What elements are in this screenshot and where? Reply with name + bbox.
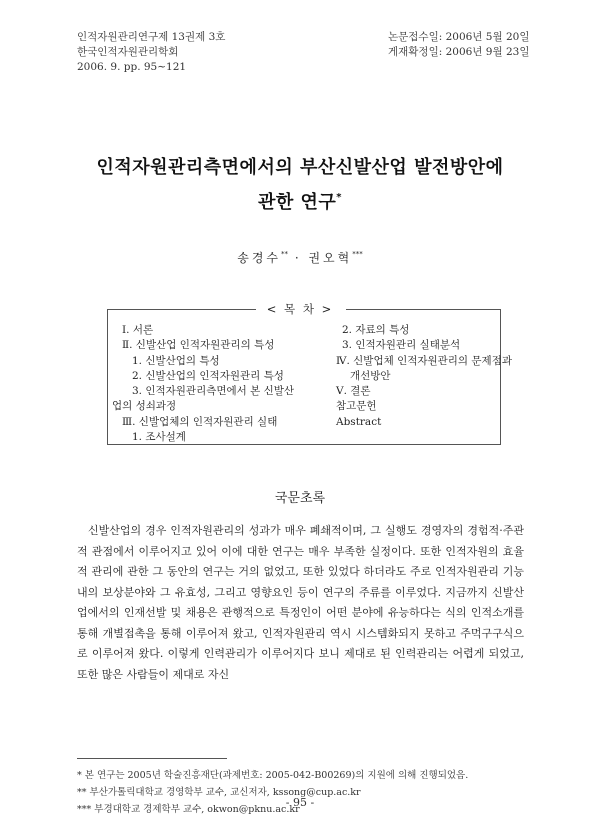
- title-footnote-mark: *: [336, 192, 343, 203]
- accepted-date: 게재확정일: 2006년 9월 23일: [388, 46, 530, 58]
- journal-volume: 인적자원관리연구제 13권제 3호: [77, 31, 226, 43]
- author-name-2: 권오혁: [308, 251, 353, 265]
- toc-item: 1. 신발산업의 특성: [132, 354, 220, 367]
- toc-item: 개선방안: [350, 369, 391, 382]
- toc-item: Ⅲ. 신발업체의 인적자원관리 실태: [122, 415, 278, 428]
- author-line: [0, 249, 600, 266]
- footnote-funding: * 본 연구는 2005년 학술진흥재단(과제번호: 2005-042-B00269)의 지원에 의해 진행되었음.: [77, 770, 469, 781]
- toc-item: 참고문헌: [336, 400, 377, 413]
- author-separator: ·: [288, 251, 309, 265]
- toc-heading: < 목 차 >: [266, 302, 334, 316]
- author-mark-2: ***: [352, 250, 363, 258]
- abstract-paragraph: 신발산업의 경우 인적자원관리의 성과가 매우 폐쇄적이며, 그 실행도 경영자의 경험적·주관적 관점에서 이루어지고 있어 이에 대한 연구는 매우 부족한 실정이다. 또한 인적자원의 효율적 관리에 관한 그 동안의 연구는 거의 없었고, 또한 있었다 하더라도 주로 인적자원관리 기능 내의 보상분야와 그 유효성, 그리고 영향요인 등이 연구의 주류를 이루었다. 지금까지 신발산업에서의 인재선발 및 채용은 관행적으로 특정인이 어떤 분야에 유능하다는 식의 인적소개를 통해 개별접촉을 통해 이루어져 왔고, 인적자원관리 역시 시스템화되지 못하고 주먹구구식으로 이루어져 왔다. 이렇게 인력관리가 이루어지다 보니 제대로 된 인력관리는 어렵게 되었고, 또한 많은 사람들이 제대로 자신: [77, 524, 524, 681]
- journal-pages: 2006. 9. pp. 95∼121: [77, 61, 187, 73]
- toc-item: 2. 자료의 특성: [342, 324, 410, 336]
- paper-title-line1: 인적자원관리측면에서의 부산신발산업 발전방안에: [96, 157, 504, 178]
- toc-column-right: [336, 323, 512, 430]
- toc-item: 업의 성쇠과정: [112, 400, 177, 413]
- toc-item: Ⅱ. 신발산업 인적자원관리의 특성: [122, 339, 275, 352]
- received-date: 논문접수일: 2006년 5월 20일: [388, 31, 530, 43]
- toc-item: Abstract: [336, 415, 382, 428]
- toc-item: 3. 인적자원관리 실태분석: [342, 339, 461, 352]
- abstract-heading: 국문초록: [274, 491, 326, 506]
- toc-item: 2. 신발산업의 인적자원관리 특성: [132, 369, 284, 382]
- journal-header-right: [388, 30, 529, 60]
- author-name-1: 송경수: [237, 251, 282, 265]
- footnotes: [77, 767, 468, 818]
- toc-item: 1. 조사설계: [132, 431, 186, 444]
- toc-item: Ⅰ. 서론: [122, 324, 154, 336]
- toc-item: 3. 인적자원관리측면에서 본 신발산: [132, 385, 295, 398]
- paper-title-line2: 관한 연구*: [257, 192, 343, 213]
- paper-title: [0, 153, 600, 218]
- toc-item: Ⅳ. 신발업체 인적자원관리의 문제점과: [336, 354, 512, 367]
- author-mark-1: **: [281, 250, 289, 258]
- abstract-body: [77, 521, 524, 685]
- footnote-author-2: *** 부경대학교 경제학부 교수, okwon@pknu.ac.kr: [77, 804, 300, 815]
- journal-header-left: [77, 30, 225, 75]
- footnote-author-1: ** 부산가톨릭대학교 경영학부 교수, 교신저자, kssong@cup.ac.kr: [77, 787, 361, 798]
- footnote-rule: [77, 758, 227, 759]
- toc-item: Ⅴ. 결론: [336, 385, 371, 398]
- page-number: - 95 -: [285, 796, 315, 809]
- toc-column-left: [112, 323, 295, 445]
- journal-society: 한국인적자원관리학회: [77, 46, 179, 58]
